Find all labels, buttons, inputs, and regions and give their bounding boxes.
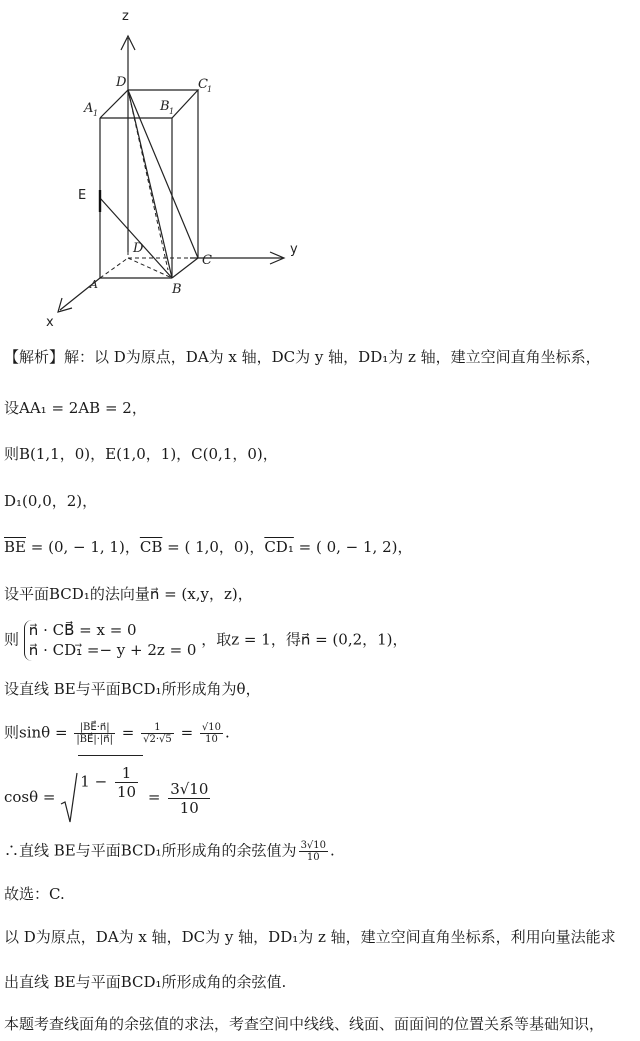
vector-CD1: CD₁ [264,538,294,556]
vector-CD1-value: = ( 0, − 1, 2)， [293,538,413,556]
label-B1: B [160,99,170,114]
vector-BE-value: = (0, − 1, 1)， [25,538,140,556]
label-C1: C [198,77,208,92]
label-C1-sub: 1 [207,85,213,94]
conclusion-text: ∴直线 BE与平面BCD₁所形成角的余弦值为 [4,841,297,860]
top-face [100,90,198,118]
label-E: E [78,188,87,203]
system-prefix: 则 [4,630,20,649]
system-row-2: n⃗ · CD₁⃗ =− y + 2z = 0 [28,641,197,660]
analysis-line-1: 以 D为原点，DA为 x 轴，DC为 y 轴，DD₁为 z 轴，建立空间直角坐标系，利用向量法能求 [4,928,616,946]
sqrt-inner: 1 − [80,772,108,791]
point-D1: D₁(0,0，2)， [4,492,98,510]
solution-intro: 【解析】解：以 D为原点，DA为 x 轴，DC为 y 轴，DD₁为 z 轴，建立空间直角坐标系， [4,348,601,366]
sin-prefix: 则sinθ = [4,723,68,742]
sin-line [4,722,230,745]
sin-fraction-1: $\frac{|BE⃗\cdot n⃗|}{|BE⃗|\cdot|n⃗|}$ [76,722,113,745]
cos-line [4,764,213,824]
system-result: ，取z = 1，得n⃗ = (0,2，1)， [201,630,408,649]
edge-BC [172,258,198,278]
equation-system-line [4,620,408,661]
label-B: B [172,282,182,297]
axis-x-label: x [46,315,54,330]
sin-eq-2: = [180,723,194,742]
analysis-line-3: 本题考查线面角的余弦值的求法，考查空间中线线、线面、面面间的位置关系等基础知识， [4,1015,605,1033]
conclusion-fraction: $\frac{3√10}{10}$ [300,840,327,863]
sin-fraction-2: $\frac{1}{√2\cdot√5}$ [143,722,172,745]
cos-prefix: cosθ = [4,788,56,806]
axis-z-label: z [122,9,129,24]
sin-end: . [225,723,230,742]
system-row-1: n⃗ · CB⃗ = x = 0 [28,621,137,639]
vector-BE: $\overline{BE}$ [4,538,26,556]
segment-BE [100,198,172,278]
hidden-edge-AD [100,258,128,278]
label-A1: A [84,101,94,116]
label-A1-sub: 1 [93,109,99,118]
vector-CB-value: = ( 1,0，0)， [162,538,265,556]
conclusion-line [4,840,335,863]
label-B1-sub: 1 [169,107,175,116]
label-A: A [90,278,98,291]
segment-CD1 [128,90,198,258]
normal-vector-setup: 设平面BCD₁的法向量n⃗ = (x,y，z)， [4,585,253,603]
sqrt-fraction: $\frac{1}{10}$ [116,764,137,801]
hidden-diag-DB [128,258,172,278]
label-C: C [202,253,212,268]
sin-eq-1: = [121,723,135,742]
label-D: D [133,241,144,256]
sin-fraction-3: $\frac{√10}{10}$ [201,722,222,745]
vectors-line [4,538,412,557]
equation-system [24,620,197,661]
sqrt-sign-icon [60,772,78,824]
cos-eq: = [147,788,161,806]
angle-definition: 设直线 BE与平面BCD₁所形成角为θ， [4,680,261,698]
axis-y-label: y [290,242,298,257]
sqrt-expression [60,764,143,824]
given-equation: 设AA₁ = 2AB = 2， [4,399,147,417]
vector-CB: $\overline{CB}$ [139,538,163,556]
points-B-E-C: 则B(1,1，0)，E(1,0，1)，C(0,1，0)， [4,445,278,463]
conclusion-end: . [330,841,335,860]
analysis-line-2: 出直线 BE与平面BCD₁所形成角的余弦值. [4,973,287,991]
cuboid-figure [0,0,320,335]
answer-line: 故选：C. [4,885,65,903]
label-D1: D [116,75,127,90]
cos-result-fraction: $\frac{3√10}{10}$ [170,779,209,817]
